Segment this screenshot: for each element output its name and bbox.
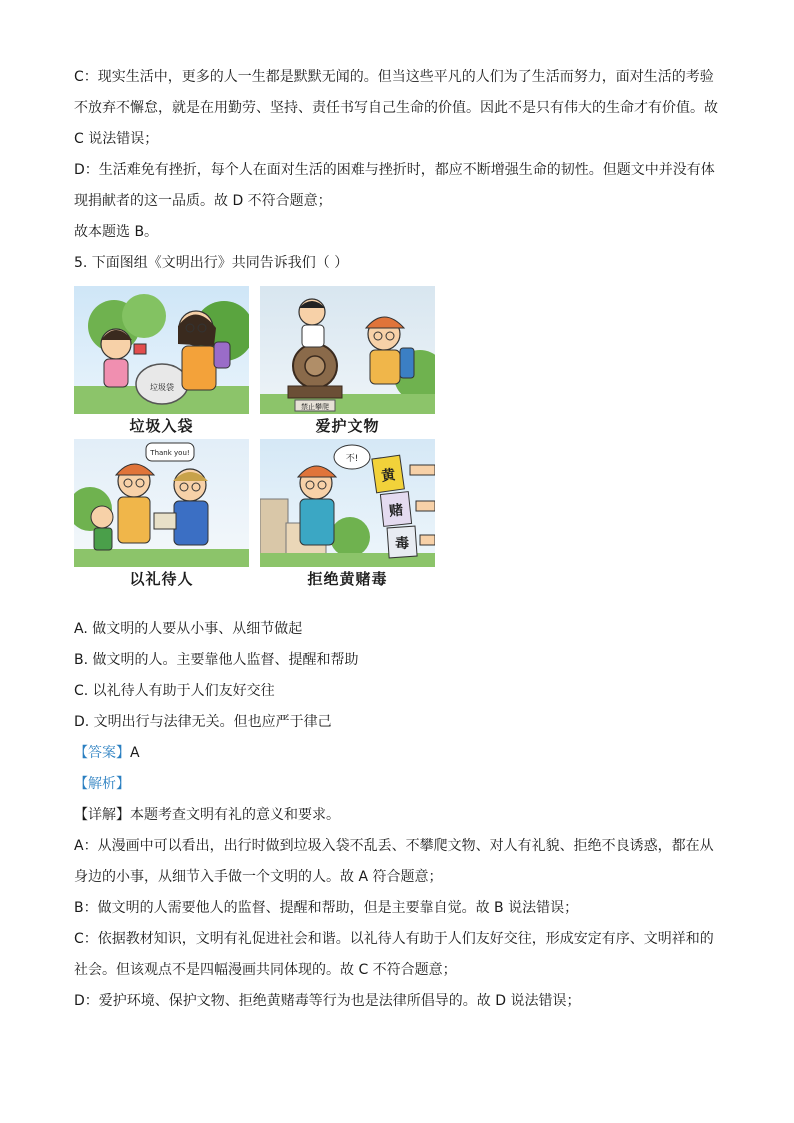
speech-no: 不!: [345, 454, 359, 464]
caption-refuse: 拒绝黄赌毒: [307, 570, 388, 588]
text-line: 现捐献者的这一品质。故 D 不符合题意；: [74, 193, 332, 209]
text-line: C：现实生活中，更多的人一生都是默默无闻的。但当这些平凡的人们为了生活而努力，面对生活的考验: [74, 69, 714, 85]
detail-line: C：依据教材知识，文明有礼促进社会和谐。以礼待人有助于人们友好交往，形成安定有序、文明祥和的: [74, 931, 714, 947]
detail-line: D：爱护环境、保护文物、拒绝黄赌毒等行为也是法律所倡导的。故 D 说法错误；: [74, 993, 581, 1009]
text-line: D：生活难免有挫折，每个人在面对生活的困难与挫折时，都应不断增强生命的韧性。但题文中并没有体: [74, 162, 715, 178]
option-a: A. 做文明的人要从小事、从细节做起: [74, 621, 303, 637]
comic-panel-litter: [74, 286, 249, 414]
comic-panel-refuse: [260, 439, 435, 567]
sign-label: 禁止攀爬: [301, 403, 329, 411]
speech-thanks: Thank you!: [150, 449, 190, 457]
card-yellow: 黄: [380, 467, 397, 485]
text-line: 故本题选 B。: [74, 224, 159, 240]
detail-line: 身边的小事，从细节入手做一个文明的人。故 A 符合题意；: [74, 869, 443, 885]
analysis-label-text: 【解析】: [74, 776, 130, 792]
comic-figure: [74, 286, 436, 588]
answer-label: 【答案】: [74, 745, 130, 761]
question-5-stem: 5. 下面图组《文明出行》共同告诉我们（ ）: [74, 255, 349, 271]
card-gamble: 赌: [388, 502, 405, 520]
analysis-label: [74, 774, 130, 794]
text-line: 不放弃不懈怠，就是在用勤劳、坚持、责任书写自己生命的价值。因此不是只有伟大的生命才有价值。故: [74, 100, 718, 116]
detail-line: A：从漫画中可以看出，出行时做到垃圾入袋不乱丢、不攀爬文物、对人有礼貌、拒绝不良诱惑，都在从: [74, 838, 714, 854]
caption-litter: 垃圾入袋: [129, 417, 194, 435]
option-b: B. 做文明的人。主要靠他人监督、提醒和帮助: [74, 652, 359, 668]
detail-line: 社会。但该观点不是四幅漫画共同体现的。故 C 不符合题意；: [74, 962, 457, 978]
text-line: C 说法错误；: [74, 131, 159, 147]
detail-line: B：做文明的人需要他人的监督、提醒和帮助，但是主要靠自觉。故 B 说法错误；: [74, 900, 579, 916]
caption-courtesy: 以礼待人: [129, 570, 194, 588]
answer-value: A: [130, 745, 140, 761]
option-c: C. 以礼待人有助于人们友好交往: [74, 683, 275, 699]
card-drugs: 毒: [394, 535, 410, 553]
bag-label: 垃圾袋: [150, 383, 174, 392]
detail-line: 【详解】本题考查文明有礼的意义和要求。: [74, 807, 340, 823]
answer-line: [74, 743, 140, 763]
option-d: D. 文明出行与法律无关。但也应严于律己: [74, 714, 332, 730]
caption-relics: 爱护文物: [315, 417, 380, 435]
comic-panel-relics: [260, 286, 435, 414]
comic-panel-courtesy: [74, 439, 249, 567]
